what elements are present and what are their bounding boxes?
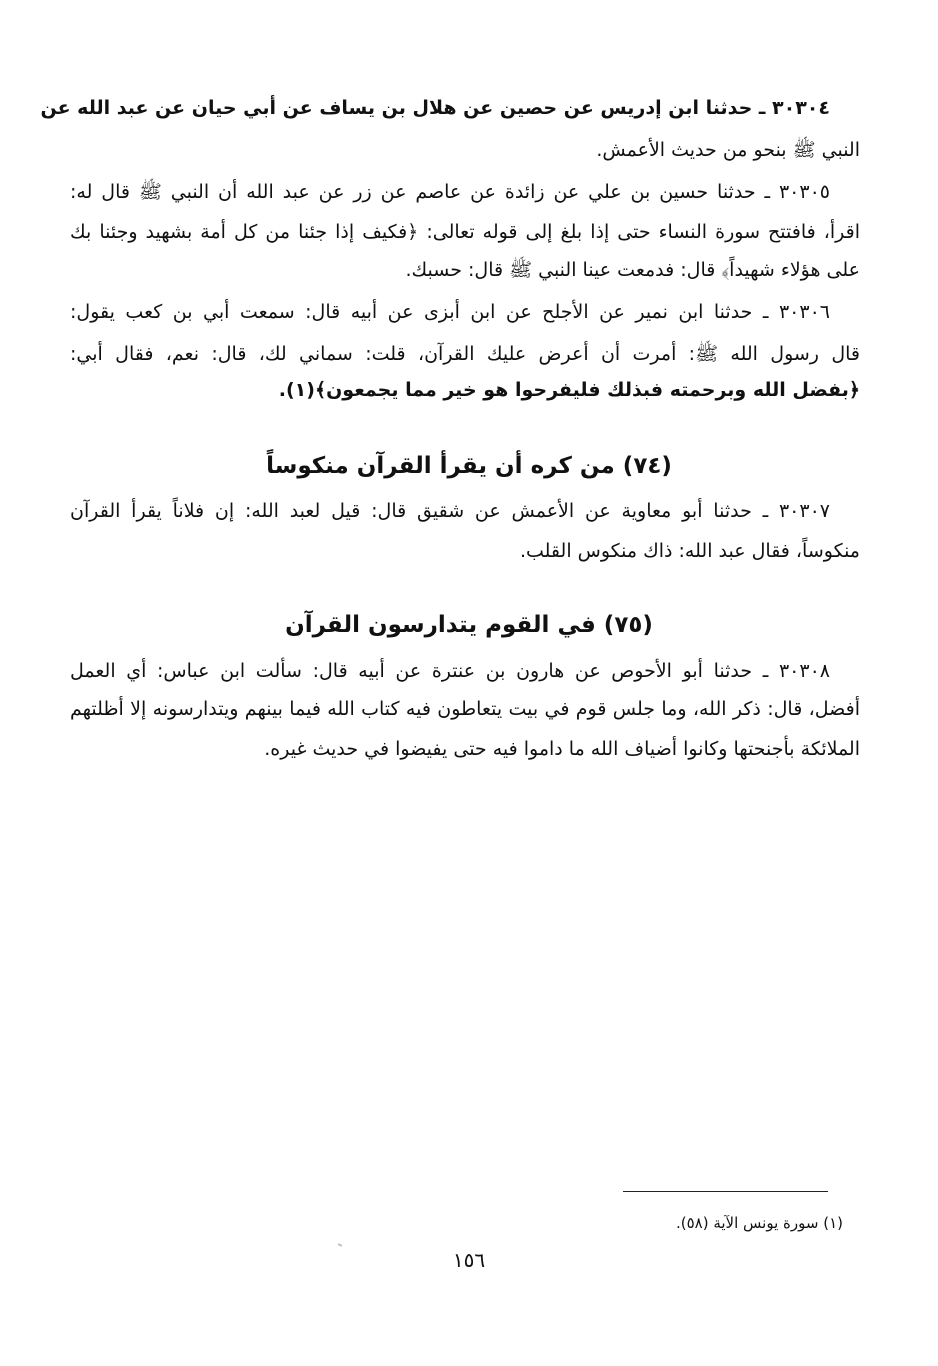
hadith-30305-line-3: على هؤلاء شهيداً﴾ قال: فدمعت عينا النبي ﷺ قال: حسبك.: [405, 259, 860, 281]
hadith-30306-line-3: ﴿بفضل الله وبرحمته فبذلك فليفرحوا هو خير مما يجمعون﴾(١).: [278, 379, 860, 401]
footnote: (١) سورة يونس الآية (٥٨).: [675, 1214, 843, 1232]
hadith-30307-line-1: ٣٠٣٠٧ ـ حدثنا أبو معاوية عن الأعمش عن شقيق قال: قيل لعبد الله: إن فلاناً يقرأ القرآن: [70, 500, 830, 522]
hadith-30305-line-2: اقرأ، فافتتح سورة النساء حتى إذا بلغ إلى قوله تعالى: ﴿فكيف إذا جئنا من كل أمة بشهيد وجئنا بك: [70, 221, 860, 243]
hadith-30308-line-3: الملائكة بأجنحتها وكانوا أضياف الله ما داموا فيه حتى يفيضوا في حديث غيره.: [264, 738, 860, 760]
hadith-30304-line-2: النبي ﷺ بنحو من حديث الأعمش.: [596, 139, 860, 161]
chapter-75-heading: (٧٥) في القوم يتدارسون القرآن: [285, 612, 653, 638]
hadith-30305-line-1: ٣٠٣٠٥ ـ حدثنا حسين بن علي عن زائدة عن عاصم عن زر عن عبد الله أن النبي ﷺ قال له:: [70, 181, 830, 203]
hadith-30307-line-2: منكوساً، فقال عبد الله: ذاك منكوس القلب.: [519, 540, 860, 562]
hadith-30304-line-1: ٣٠٣٠٤ ـ حدثنا ابن إدريس عن حصين عن هلال بن يساف عن أبي حيان عن عبد الله عن: [40, 97, 830, 119]
chapter-74-heading: (٧٤) من كره أن يقرأ القرآن منكوساً: [266, 453, 672, 479]
hadith-30306-line-1: ٣٠٣٠٦ ـ حدثنا ابن نمير عن الأجلح عن ابن أبزى عن أبيه قال: سمعت أبي بن كعب يقول:: [70, 301, 830, 323]
hadith-30306-line-2: قال رسول الله ﷺ: أمرت أن أعرض عليك القرآن، قلت: سماني لك، قال: نعم، فقال أبي:: [70, 343, 860, 365]
hadith-30308-line-2: أفضل، قال: ذكر الله، وما جلس قوم في بيت يتعاطون فيه كتاب الله فيما بينهم ويتدارسونه إلا أظلتهم: [70, 698, 860, 720]
footnote-separator: [623, 1191, 828, 1192]
page-number: ١٥٦: [452, 1248, 486, 1272]
hadith-30308-line-1: ٣٠٣٠٨ ـ حدثنا أبو الأحوص عن هارون بن عنترة عن أبيه قال: سألت ابن عباس: أي العمل: [70, 660, 830, 682]
